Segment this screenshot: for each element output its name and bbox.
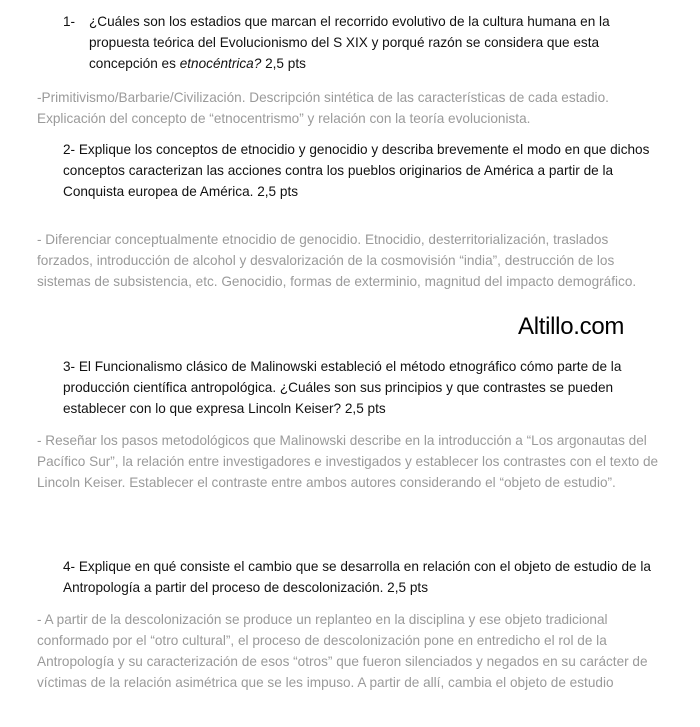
question-1-number: 1- — [63, 14, 76, 29]
answer-3: - Reseñar los pasos metodológicos que Malinowski describe en la introducción a “Los argonautas del Pacífico Sur”, la relación entre investigadores e investigados y establecer los contrastes con el texto de Lincoln Keiser. Establecer el contraste entre ambos autores considerando el “objeto de estudio”. — [37, 433, 659, 490]
answer-2: - Diferenciar conceptualmente etnocidio de genocidio. Etnocidio, desterritorialización, traslados forzados, introducción de alcohol y desvalorización de la cosmovisión “india”, destrucción de los sistemas de subsistencia, etc. Genocidio, formas de exterminio, magnitud del impacto demográfico. — [37, 232, 637, 289]
answer-4: - A partir de la descolonización se produce un replanteo en la disciplina y ese objeto tradicional conformado por el “otro cultural”, el proceso de descolonización pone en entredicho el rol de la Antropología y su caracterización de esos “otros” que fueron silenciados y negados en su carácter de víctimas de la relación asimétrica que se les impuso. A partir de allí, cambia el objeto de estudio — [37, 612, 648, 690]
question-2: 2- Explique los conceptos de etnocidio y genocidio y describa brevemente el modo en que dichos conceptos caracterizan las acciones contra los pueblos originarios de América a partir de la Conquista europea de América. 2,5 pts — [63, 142, 650, 199]
question-4: 4- Explique en qué consiste el cambio que se desarrolla en relación con el objeto de estudio de la Antropología a partir del proceso de descolonización. 2,5 pts — [63, 559, 651, 595]
question-3: 3- El Funcionalismo clásico de Malinowski estableció el método etnográfico cómo parte de la producción científica antropológica. ¿Cuáles son sus principios y que contrastes se pueden establecer con lo que expresa Lincoln Keiser? 2,5 pts — [63, 359, 622, 416]
question-1-emphasis: etnocéntrica? — [179, 56, 262, 71]
watermark-logo: Altillo.com — [518, 313, 625, 340]
answer-1: -Primitivismo/Barbarie/Civilización. Descripción sintética de las características de cada estadio. Explicación del concepto de “etnocentrismo” y relación con la teoría evolucionista. — [37, 90, 609, 126]
question-1-text: ¿Cuáles son los estadios que marcan el recorrido evolutivo de la cultura humana en la propuesta teórica del Evolucionismo del S XIX y porqué razón se considera que esta concepción es — [89, 14, 610, 71]
question-1-points: 2,5 pts — [261, 56, 306, 71]
question-1 — [89, 11, 649, 74]
